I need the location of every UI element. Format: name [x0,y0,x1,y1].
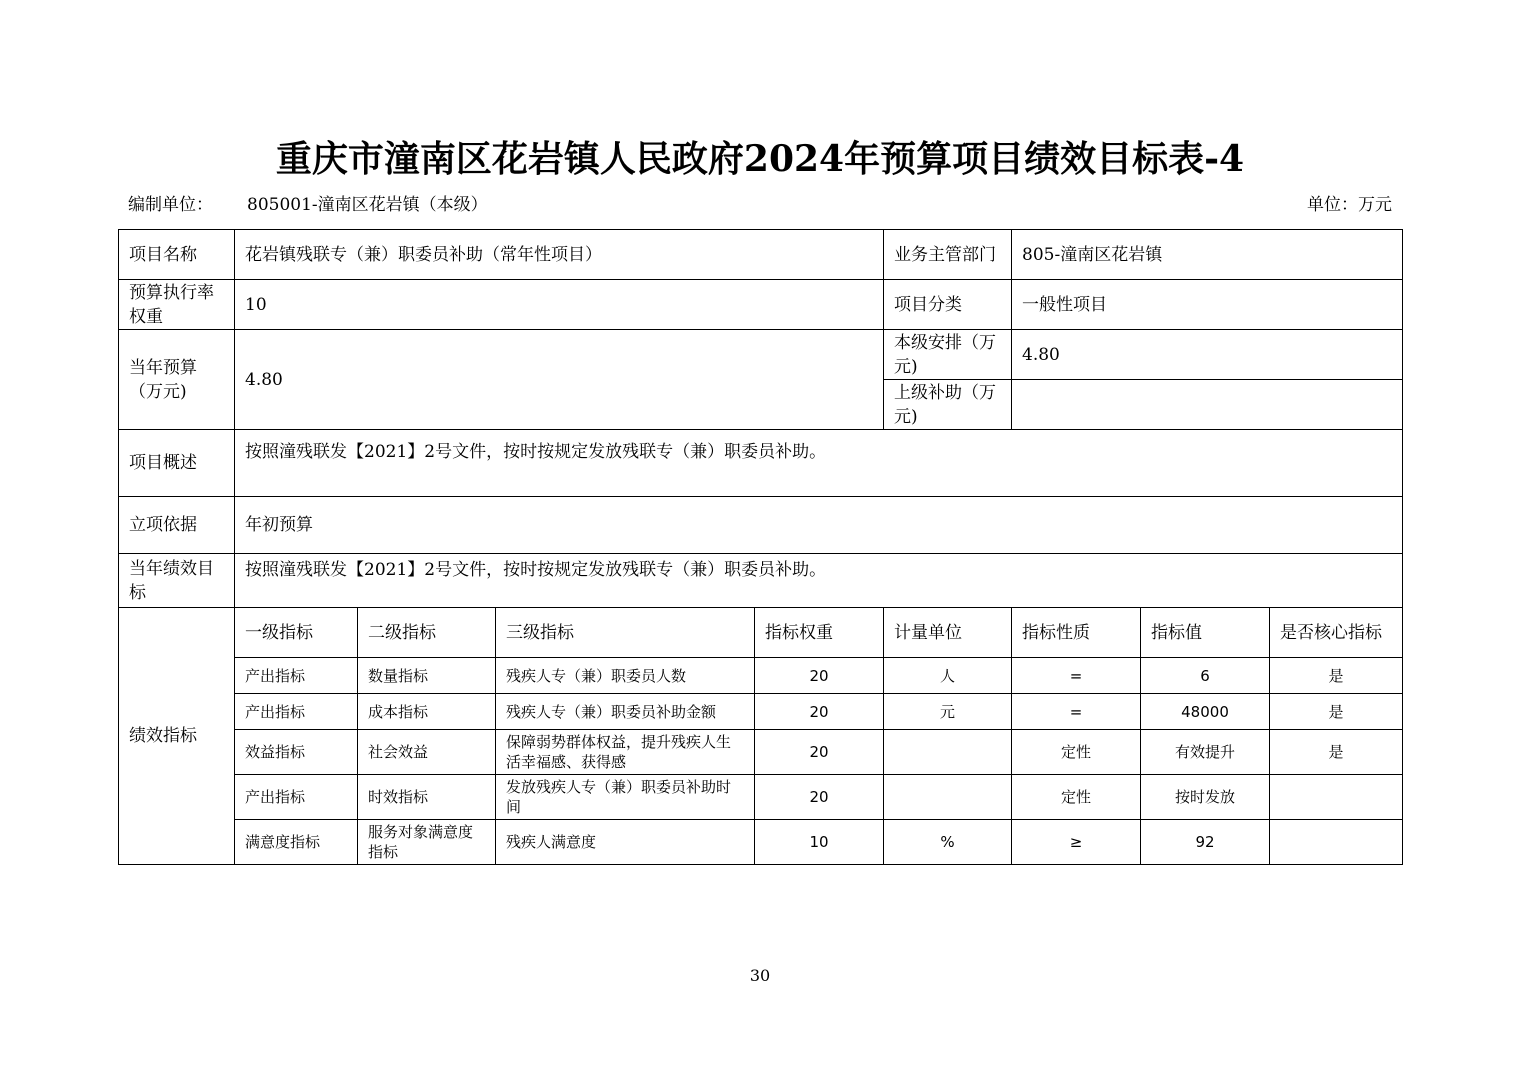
local-label: 本级安排（万元) [884,330,1012,380]
indicator-header-row [119,608,1403,658]
header-weight: 指标权重 [755,608,884,658]
upper-value [1012,380,1403,430]
category-value: 一般性项目 [1012,280,1403,330]
indicator-nature: = [1012,694,1141,730]
indicator-level1: 产出指标 [235,775,358,820]
indicator-unit [884,730,1012,775]
goal-value: 按照潼残联发【2021】2号文件，按时按规定发放残联专（兼）职委员补助。 [235,554,1403,608]
indicator-level2: 数量指标 [358,658,496,694]
indicator-level2: 社会效益 [358,730,496,775]
indicator-weight: 10 [755,820,884,865]
indicator-weight: 20 [755,694,884,730]
header-core: 是否核心指标 [1270,608,1403,658]
org-label: 编制单位： [128,195,213,215]
indicator-nature: 定性 [1012,775,1141,820]
page-number: 30 [749,966,771,985]
indicator-weight: 20 [755,658,884,694]
indicator-value: 有效提升 [1141,730,1270,775]
unit-label: 单位：万元 [1307,195,1392,215]
dept-label: 业务主管部门 [884,230,1012,280]
indicator-level3: 残疾人专（兼）职委员补助金额 [496,694,755,730]
indicator-level2: 时效指标 [358,775,496,820]
indicator-level2: 服务对象满意度指标 [358,820,496,865]
indicator-row [119,694,1403,730]
indicator-weight: 20 [755,730,884,775]
local-value: 4.80 [1012,330,1403,380]
indicator-weight: 20 [755,775,884,820]
indicator-level1: 满意度指标 [235,820,358,865]
header-level3: 三级指标 [496,608,755,658]
indicator-unit [884,775,1012,820]
org-line [128,193,488,217]
indicator-core [1270,775,1403,820]
indicator-value: 6 [1141,658,1270,694]
indicator-value: 92 [1141,820,1270,865]
indicator-core: 是 [1270,694,1403,730]
indicator-level2: 成本指标 [358,694,496,730]
basis-label: 立项依据 [119,497,235,554]
indicator-core: 是 [1270,730,1403,775]
indicator-row [119,658,1403,694]
exec-weight-label: 预算执行率权重 [119,280,235,330]
indicator-row [119,730,1403,775]
page-title: 重庆市潼南区花岩镇人民政府2024年预算项目绩效目标表-4 [275,138,1245,180]
header-level1: 一级指标 [235,608,358,658]
header-value: 指标值 [1141,608,1270,658]
upper-label: 上级补助（万元) [884,380,1012,430]
indicator-level3: 残疾人专（兼）职委员人数 [496,658,755,694]
overview-value: 按照潼残联发【2021】2号文件，按时按规定发放残联专（兼）职委员补助。 [235,430,1403,497]
project-name-value: 花岩镇残联专（兼）职委员补助（常年性项目） [235,230,884,280]
perf-label: 绩效指标 [119,608,235,865]
indicator-value: 48000 [1141,694,1270,730]
indicator-core: 是 [1270,658,1403,694]
exec-weight-value: 10 [235,280,884,330]
indicator-nature: ≥ [1012,820,1141,865]
indicator-level1: 效益指标 [235,730,358,775]
dept-value: 805-潼南区花岩镇 [1012,230,1403,280]
indicator-level3: 残疾人满意度 [496,820,755,865]
budget-label: 当年预算（万元) [119,330,235,430]
performance-table [118,229,1403,865]
indicator-nature: = [1012,658,1141,694]
budget-value: 4.80 [235,330,884,430]
org-value: 805001-潼南区花岩镇（本级） [247,195,488,215]
indicator-row [119,820,1403,865]
indicator-level3: 保障弱势群体权益，提升残疾人生活幸福感、获得感 [496,730,755,775]
indicator-row [119,775,1403,820]
indicator-core [1270,820,1403,865]
indicator-unit: 元 [884,694,1012,730]
header-level2: 二级指标 [358,608,496,658]
header-nature: 指标性质 [1012,608,1141,658]
basis-value: 年初预算 [235,497,1403,554]
indicator-level1: 产出指标 [235,694,358,730]
indicator-unit: % [884,820,1012,865]
indicator-unit: 人 [884,658,1012,694]
header-unit: 计量单位 [884,608,1012,658]
indicator-level3: 发放残疾人专（兼）职委员补助时间 [496,775,755,820]
category-label: 项目分类 [884,280,1012,330]
indicator-level1: 产出指标 [235,658,358,694]
overview-label: 项目概述 [119,430,235,497]
indicator-nature: 定性 [1012,730,1141,775]
indicator-value: 按时发放 [1141,775,1270,820]
goal-label: 当年绩效目标 [119,554,235,608]
project-name-label: 项目名称 [119,230,235,280]
